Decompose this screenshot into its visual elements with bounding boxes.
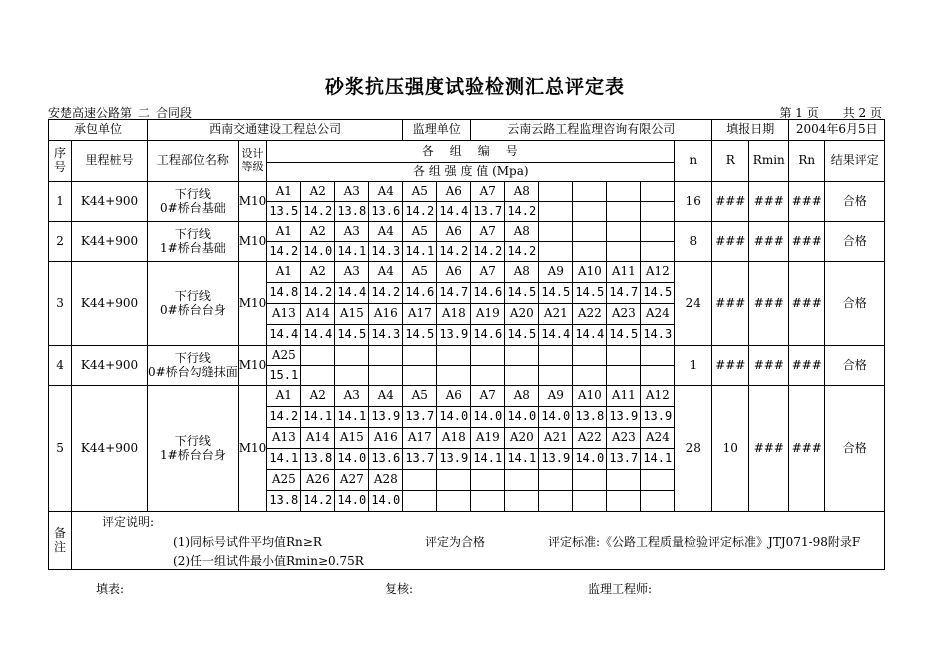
group-id-cell: A7 <box>471 222 505 242</box>
rmin-cell: ### <box>749 346 789 386</box>
part-line-1: 下行线 <box>174 288 211 303</box>
strength-value-cell <box>573 366 607 386</box>
strength-value-cell: 14.7 <box>607 283 641 304</box>
strength-value-cell: 13.9 <box>437 325 471 346</box>
strength-value-cell: 14.1 <box>335 242 369 262</box>
part-line-2: 0#桥台基础 <box>160 200 226 215</box>
group-id-cell: A25 <box>267 346 301 366</box>
strength-value-cell: 14.2 <box>301 283 335 304</box>
strength-value-cell <box>471 491 505 512</box>
strength-value-cell: 14.0 <box>437 407 471 428</box>
group-id-cell: A9 <box>539 386 573 407</box>
strength-value-cell: 13.7 <box>471 202 505 222</box>
grade-cell: M10 <box>238 386 267 512</box>
rn-cell: ### <box>789 386 825 512</box>
strength-value-cell: 14.5 <box>641 283 675 304</box>
group-id-cell <box>641 182 675 202</box>
supervisor-name: 云南云路工程监理咨询有限公司 <box>471 120 712 141</box>
strength-value-cell: 14.6 <box>471 283 505 304</box>
rule-average: (1)同标号试件平均值Rn≥R <box>173 535 322 549</box>
rmin-cell: ### <box>749 386 789 512</box>
group-id-cell <box>471 470 505 491</box>
r-cell: ### <box>712 222 749 262</box>
group-id-cell: A22 <box>573 304 607 325</box>
strength-value-cell <box>437 366 471 386</box>
seq-cell: 5 <box>49 386 72 512</box>
group-id-cell: A14 <box>301 428 335 449</box>
summary-table <box>48 119 885 570</box>
grade-cell: M10 <box>238 346 267 386</box>
group-id-cell: A23 <box>607 428 641 449</box>
strength-value-cell <box>539 491 573 512</box>
group-id-cell <box>573 470 607 491</box>
strength-value-cell: 14.2 <box>437 242 471 262</box>
group-id-cell: A2 <box>301 182 335 202</box>
group-id-cell: A7 <box>471 182 505 202</box>
col-part: 工程部位名称 <box>148 141 239 182</box>
verdict: 评定为合格 <box>425 535 486 549</box>
strength-value-cell: 14.4 <box>301 325 335 346</box>
seq-cell: 2 <box>49 222 72 262</box>
strength-value-cell: 13.9 <box>607 407 641 428</box>
group-id-cell: A23 <box>607 304 641 325</box>
col-rn: Rn <box>789 141 825 182</box>
group-id-cell: A20 <box>505 304 539 325</box>
group-id-cell: A12 <box>641 262 675 283</box>
strength-value-cell: 13.8 <box>301 449 335 470</box>
form-title: 砂浆抗压强度试验检测汇总评定表 <box>324 76 625 98</box>
group-id-cell: A8 <box>505 262 539 283</box>
group-id-cell: A18 <box>437 428 471 449</box>
part-line-2: 1#桥台基础 <box>160 240 226 255</box>
group-id-cell <box>573 182 607 202</box>
part-line-1: 下行线 <box>174 350 211 365</box>
strength-value-cell <box>437 491 471 512</box>
strength-value-cell <box>573 202 607 222</box>
strength-value-cell: 14.0 <box>573 449 607 470</box>
strength-value-cell: 13.7 <box>607 449 641 470</box>
group-id-cell: A11 <box>607 262 641 283</box>
group-id-cell: A13 <box>267 428 301 449</box>
strength-value-cell: 13.5 <box>267 202 301 222</box>
result-cell: 合格 <box>825 346 885 386</box>
strength-value-cell <box>539 242 573 262</box>
result-cell: 合格 <box>825 262 885 346</box>
n-cell: 1 <box>675 346 712 386</box>
strength-value-cell <box>369 366 403 386</box>
group-id-cell: A17 <box>403 304 437 325</box>
strength-value-cell <box>641 366 675 386</box>
strength-value-cell: 14.0 <box>369 491 403 512</box>
group-id-cell <box>607 182 641 202</box>
grade-cell: M10 <box>238 262 267 346</box>
group-id-cell <box>437 470 471 491</box>
strength-value-cell: 14.5 <box>539 283 573 304</box>
part-line-2: 1#桥台台身 <box>160 447 226 462</box>
group-id-cell: A18 <box>437 304 471 325</box>
strength-value-cell: 14.0 <box>471 407 505 428</box>
strength-value-cell <box>403 491 437 512</box>
group-id-cell <box>335 346 369 366</box>
group-id-cell: A5 <box>403 386 437 407</box>
r-cell: 10 <box>712 386 749 512</box>
group-id-cell: A16 <box>369 304 403 325</box>
strength-value-cell: 13.7 <box>403 407 437 428</box>
strength-value-cell <box>539 366 573 386</box>
group-id-cell: A1 <box>267 182 301 202</box>
column-header-row <box>49 141 885 163</box>
n-cell: 28 <box>675 386 712 512</box>
group-id-cell <box>607 346 641 366</box>
group-id-cell: A10 <box>573 386 607 407</box>
group-id-cell: A6 <box>437 386 471 407</box>
rule-minimum: (2)任一组试件最小值Rmin≥0.75R <box>173 554 364 568</box>
group-id-cell: A4 <box>369 182 403 202</box>
group-id-cell: A21 <box>539 428 573 449</box>
strength-value-cell: 15.1 <box>267 366 301 386</box>
group-id-cell: A19 <box>471 304 505 325</box>
group-id-cell: A19 <box>471 428 505 449</box>
strength-value-cell: 14.1 <box>505 449 539 470</box>
group-id-cell: A2 <box>301 222 335 242</box>
col-n: n <box>675 141 712 182</box>
group-id-cell: A2 <box>301 262 335 283</box>
group-id-cell <box>607 222 641 242</box>
contractor-label: 承包单位 <box>49 120 148 141</box>
strength-value-cell: 14.4 <box>267 325 301 346</box>
col-station: 里程桩号 <box>72 141 148 182</box>
strength-value-cell: 13.9 <box>369 407 403 428</box>
strength-value-cell: 13.9 <box>539 449 573 470</box>
strength-value-cell: 14.4 <box>437 202 471 222</box>
group-id-cell: A26 <box>301 470 335 491</box>
station-cell: K44+900 <box>72 262 148 346</box>
group-label-row <box>49 386 885 407</box>
group-id-cell: A6 <box>437 222 471 242</box>
rn-cell: ### <box>789 346 825 386</box>
strength-value-cell <box>335 366 369 386</box>
supervisor-label: 监理单位 <box>403 120 471 141</box>
remarks-label: 备注 <box>49 512 72 570</box>
strength-value-cell <box>403 366 437 386</box>
group-id-cell <box>607 470 641 491</box>
strength-value-cell: 14.5 <box>335 325 369 346</box>
strength-value-cell: 14.8 <box>267 283 301 304</box>
strength-value-cell: 14.5 <box>607 325 641 346</box>
result-cell: 合格 <box>825 182 885 222</box>
strength-value-cell: 14.5 <box>505 325 539 346</box>
group-id-cell: A25 <box>267 470 301 491</box>
seq-cell: 1 <box>49 182 72 222</box>
group-id-cell: A8 <box>505 182 539 202</box>
strength-value-cell <box>505 366 539 386</box>
seq-cell: 3 <box>49 262 72 346</box>
group-id-cell: A17 <box>403 428 437 449</box>
strength-value-cell: 14.5 <box>403 325 437 346</box>
strength-value-cell: 14.0 <box>505 407 539 428</box>
group-id-cell: A7 <box>471 262 505 283</box>
strength-value-cell: 13.9 <box>437 449 471 470</box>
group-id-cell <box>505 470 539 491</box>
group-id-cell: A4 <box>369 262 403 283</box>
strength-value-cell <box>607 491 641 512</box>
col-groups: 各 组 编 号 <box>267 141 675 163</box>
group-id-cell: A22 <box>573 428 607 449</box>
strength-value-cell: 13.7 <box>403 449 437 470</box>
strength-value-cell: 14.7 <box>437 283 471 304</box>
remarks-row <box>49 512 885 570</box>
group-id-cell: A2 <box>301 386 335 407</box>
group-id-cell <box>369 346 403 366</box>
col-design: 设计等级 <box>238 141 267 182</box>
group-id-cell: A10 <box>573 262 607 283</box>
group-id-cell: A1 <box>267 222 301 242</box>
strength-value-cell <box>641 202 675 222</box>
group-id-cell <box>641 470 675 491</box>
group-id-cell: A24 <box>641 428 675 449</box>
strength-value-cell: 14.6 <box>471 325 505 346</box>
filler-signature: 填表: <box>96 582 125 596</box>
report-date: 2004年6月5日 <box>789 120 885 141</box>
group-id-cell: A6 <box>437 182 471 202</box>
group-id-cell: A14 <box>301 304 335 325</box>
rmin-cell: ### <box>749 262 789 346</box>
group-id-cell: A7 <box>471 386 505 407</box>
group-id-cell <box>539 222 573 242</box>
group-id-cell: A1 <box>267 386 301 407</box>
group-id-cell: A3 <box>335 386 369 407</box>
group-label-row <box>49 346 885 366</box>
group-id-cell: A3 <box>335 222 369 242</box>
grade-cell: M10 <box>238 182 267 222</box>
strength-value-cell: 14.0 <box>539 407 573 428</box>
part-line-2: 0#桥台台身 <box>160 302 226 317</box>
group-id-cell <box>505 346 539 366</box>
strength-value-cell: 14.3 <box>369 325 403 346</box>
n-cell: 24 <box>675 262 712 346</box>
date-label: 填报日期 <box>712 120 789 141</box>
strength-value-cell <box>539 202 573 222</box>
part-line-2: 0#桥台勾缝抹面 <box>148 364 238 379</box>
rmin-cell: ### <box>749 182 789 222</box>
part-cell <box>148 346 239 386</box>
strength-value-cell <box>471 366 505 386</box>
group-id-cell: A15 <box>335 428 369 449</box>
group-id-cell <box>573 346 607 366</box>
group-id-cell <box>539 346 573 366</box>
group-id-cell <box>301 346 335 366</box>
col-seq: 序号 <box>49 141 72 182</box>
group-id-cell: A5 <box>403 262 437 283</box>
group-id-cell: A28 <box>369 470 403 491</box>
strength-value-cell: 14.2 <box>301 491 335 512</box>
group-id-cell: A8 <box>505 222 539 242</box>
remarks-body <box>72 512 885 570</box>
strength-value-cell: 14.4 <box>335 283 369 304</box>
group-id-cell <box>641 222 675 242</box>
group-id-cell <box>539 470 573 491</box>
group-id-cell <box>403 470 437 491</box>
strength-value-cell <box>641 242 675 262</box>
group-id-cell: A13 <box>267 304 301 325</box>
strength-value-cell: 14.5 <box>505 283 539 304</box>
group-id-cell: A6 <box>437 262 471 283</box>
strength-value-cell <box>607 242 641 262</box>
group-label-row <box>49 222 885 242</box>
strength-value-cell: 14.2 <box>403 202 437 222</box>
group-id-cell <box>573 222 607 242</box>
part-cell <box>148 386 239 512</box>
col-result: 结果评定 <box>825 141 885 182</box>
station-cell: K44+900 <box>72 222 148 262</box>
strength-value-cell: 14.3 <box>641 325 675 346</box>
part-cell <box>148 182 239 222</box>
rn-cell: ### <box>789 182 825 222</box>
strength-value-cell: 14.2 <box>505 242 539 262</box>
group-id-cell: A21 <box>539 304 573 325</box>
r-cell: ### <box>712 346 749 386</box>
group-label-row <box>49 182 885 202</box>
strength-value-cell: 14.4 <box>573 325 607 346</box>
engineer-signature: 监理工程师: <box>588 582 653 596</box>
group-id-cell: A15 <box>335 304 369 325</box>
strength-value-cell: 14.5 <box>573 283 607 304</box>
r-cell: ### <box>712 182 749 222</box>
strength-value-cell <box>573 491 607 512</box>
group-id-cell: A3 <box>335 262 369 283</box>
grade-cell: M10 <box>238 222 267 262</box>
part-line-1: 下行线 <box>174 433 211 448</box>
group-id-cell: A5 <box>403 222 437 242</box>
strength-value-cell: 13.9 <box>641 407 675 428</box>
strength-value-cell: 14.2 <box>301 202 335 222</box>
col-rmin: Rmin <box>749 141 789 182</box>
strength-value-cell: 13.6 <box>369 202 403 222</box>
part-cell <box>148 222 239 262</box>
group-id-cell: A11 <box>607 386 641 407</box>
remarks-title: 评定说明: <box>102 515 155 529</box>
r-cell: ### <box>712 262 749 346</box>
group-id-cell: A5 <box>403 182 437 202</box>
group-id-cell: A16 <box>369 428 403 449</box>
rn-cell: ### <box>789 262 825 346</box>
group-id-cell: A20 <box>505 428 539 449</box>
strength-value-cell: 14.1 <box>471 449 505 470</box>
strength-value-cell: 13.8 <box>335 202 369 222</box>
strength-value-cell <box>641 491 675 512</box>
group-id-cell: A9 <box>539 262 573 283</box>
page-info: 第 1 页 共 2 页 <box>779 106 882 120</box>
reviewer-signature: 复核: <box>385 582 414 596</box>
group-id-cell: A4 <box>369 222 403 242</box>
project-name: 安楚高速公路第_二_合同段 <box>48 106 193 120</box>
strength-value-cell: 14.0 <box>301 242 335 262</box>
rmin-cell: ### <box>749 222 789 262</box>
part-line-1: 下行线 <box>174 226 211 241</box>
seq-cell: 4 <box>49 346 72 386</box>
col-strengths: 各 组 强 度 值 (Mpa) <box>267 163 675 182</box>
strength-value-cell <box>607 202 641 222</box>
info-row <box>49 120 885 141</box>
part-cell <box>148 262 239 346</box>
contractor-name: 西南交通建设工程总公司 <box>148 120 403 141</box>
n-cell: 8 <box>675 222 712 262</box>
strength-value-cell: 14.2 <box>267 242 301 262</box>
strength-value-cell <box>505 491 539 512</box>
group-id-cell <box>471 346 505 366</box>
part-line-1: 下行线 <box>174 186 211 201</box>
strength-value-cell: 13.6 <box>369 449 403 470</box>
strength-value-cell: 14.1 <box>267 449 301 470</box>
standard-reference: 评定标准:《公路工程质量检验评定标准》JTJ071-98附录F <box>548 535 861 549</box>
strength-value-cell: 13.8 <box>573 407 607 428</box>
station-cell: K44+900 <box>72 182 148 222</box>
group-label-row <box>49 262 885 283</box>
strength-value-cell: 14.1 <box>403 242 437 262</box>
strength-value-cell: 14.2 <box>267 407 301 428</box>
group-id-cell <box>539 182 573 202</box>
group-id-cell: A24 <box>641 304 675 325</box>
group-id-cell: A4 <box>369 386 403 407</box>
group-id-cell: A3 <box>335 182 369 202</box>
group-id-cell <box>641 346 675 366</box>
n-cell: 16 <box>675 182 712 222</box>
strength-value-cell: 14.6 <box>403 283 437 304</box>
col-r: R <box>712 141 749 182</box>
group-id-cell <box>437 346 471 366</box>
strength-value-cell: 14.2 <box>471 242 505 262</box>
strength-value-cell <box>607 366 641 386</box>
strength-value-cell: 14.0 <box>335 491 369 512</box>
station-cell: K44+900 <box>72 386 148 512</box>
strength-value-cell <box>573 242 607 262</box>
group-id-cell: A8 <box>505 386 539 407</box>
strength-value-cell: 14.3 <box>369 242 403 262</box>
strength-value-cell: 14.1 <box>641 449 675 470</box>
strength-value-cell: 14.4 <box>539 325 573 346</box>
strength-value-cell: 14.0 <box>335 449 369 470</box>
group-id-cell <box>403 346 437 366</box>
strength-value-cell: 14.2 <box>505 202 539 222</box>
station-cell: K44+900 <box>72 346 148 386</box>
rn-cell: ### <box>789 222 825 262</box>
strength-value-cell: 13.8 <box>267 491 301 512</box>
group-id-cell: A27 <box>335 470 369 491</box>
group-id-cell: A12 <box>641 386 675 407</box>
strength-value-cell: 14.1 <box>301 407 335 428</box>
strength-value-cell: 14.1 <box>335 407 369 428</box>
result-cell: 合格 <box>825 386 885 512</box>
group-id-cell: A1 <box>267 262 301 283</box>
strength-value-cell <box>301 366 335 386</box>
strength-value-cell: 14.2 <box>369 283 403 304</box>
result-cell: 合格 <box>825 222 885 262</box>
